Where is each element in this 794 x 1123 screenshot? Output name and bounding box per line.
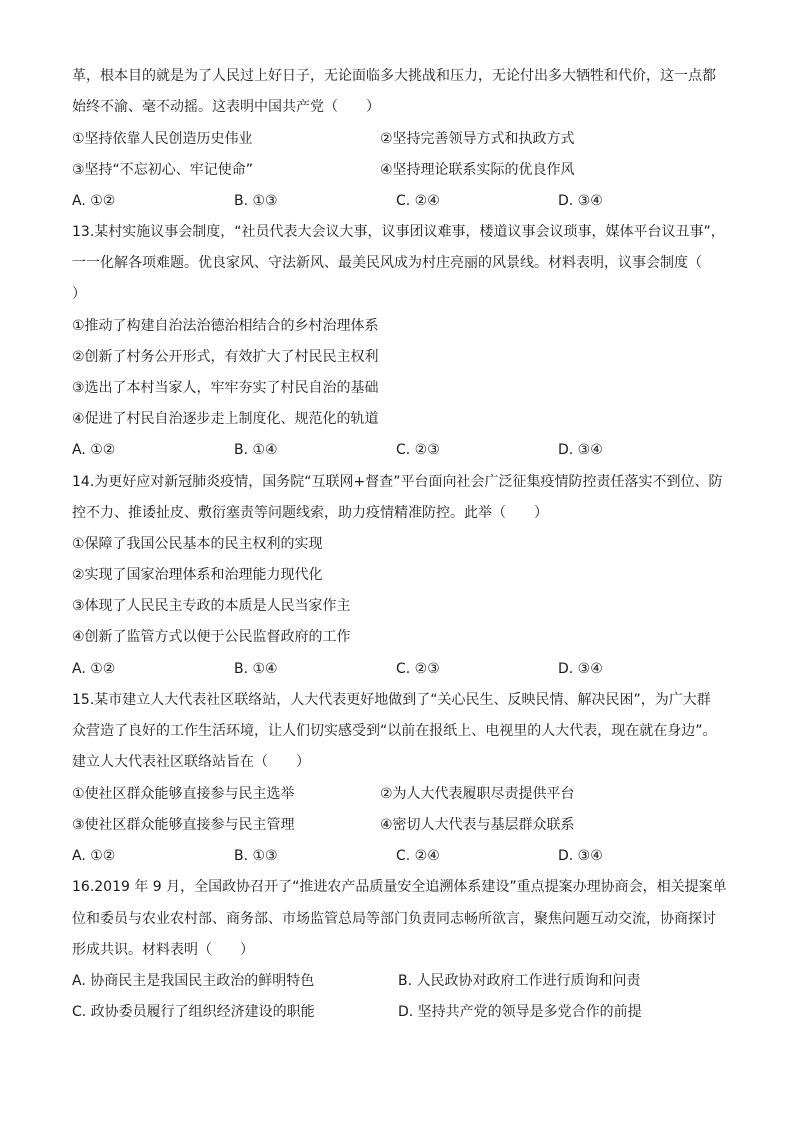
q13-option-b: B. ①④ — [234, 442, 278, 458]
q15-stem-line2: 众营造了良好的工作生活环境，让人们切实感受到“以前在报纸上、电视里的人大代表，现在就在身边”。 — [72, 723, 717, 739]
q12-option-d: D. ③④ — [558, 193, 603, 209]
q12-statement-2: ②坚持完善领导方式和执政方式 — [380, 131, 575, 147]
q15-statement-2: ②为人大代表履职尽责提供平台 — [380, 786, 575, 802]
q16-option-c: C. 政协委员履行了组织经济建设的职能 — [72, 1004, 315, 1020]
q15-statement-1: ①使社区群众能够直接参与民主选举 — [72, 786, 295, 802]
q13-statement-2: ②创新了村务公开形式，有效扩大了村民民主权利 — [72, 349, 379, 365]
q13-statement-3: ③选出了本村当家人，牢牢夯实了村民自治的基础 — [72, 380, 379, 396]
q13-stem-line2: 一一化解各项难题。优良家风、守法新风、最美民风成为村庄亮丽的风景线。材料表明，议事会制度（ — [72, 255, 702, 271]
q15-option-d: D. ③④ — [558, 848, 603, 864]
q15-stem-line1: 15.某市建立人大代表社区联络站，人大代表更好地做到了“关心民生、反映民情、解决民困”，为广大群 — [72, 692, 711, 708]
q14-statement-3: ③体现了人民民主专政的本质是人民当家作主 — [72, 598, 351, 614]
q12-statement-4: ④坚持理论联系实际的优良作风 — [380, 162, 575, 178]
q13-statement-4: ④促进了村民自治逐步走上制度化、规范化的轨道 — [72, 411, 379, 427]
q14-statement-2: ②实现了国家治理体系和治理能力现代化 — [72, 567, 323, 583]
q13-option-d: D. ③④ — [558, 442, 603, 458]
q14-stem-line1: 14.为更好应对新冠肺炎疫情，国务院“互联网+督查”平台面向社会广泛征集疫情防控责任落实不到位、防 — [72, 474, 723, 490]
q15-option-c: C. ②④ — [396, 848, 440, 864]
q14-option-d: D. ③④ — [558, 661, 603, 677]
q14-option-c: C. ②③ — [396, 661, 440, 677]
q14-statement-1: ①保障了我国公民基本的民主权利的实现 — [72, 536, 323, 552]
q12-statement-1: ①坚持依靠人民创造历史伟业 — [72, 131, 253, 147]
q15-option-b: B. ①③ — [234, 848, 278, 864]
q16-stem-line2: 位和委员与农业农村部、商务部、市场监管总局等部门负责同志畅所欲言，聚焦问题互动交流，协商探讨 — [72, 911, 716, 927]
q12-option-b: B. ①③ — [234, 193, 278, 209]
q16-stem-line1: 16.2019 年 9 月，全国政协召开了“推进农产品质量安全追溯体系建设”重点提案办理协商会，相关提案单 — [72, 879, 727, 895]
q15-option-a: A. ①② — [72, 848, 116, 864]
q14-stem-line2: 控不力、推诿扯皮、敷衍塞责等问题线索，助力疫情精准防控。此举（ ） — [72, 505, 548, 521]
q15-stem-line3: 建立人大代表社区联络站旨在（ ） — [72, 754, 310, 770]
q12-stem-line2: 始终不渝、毫不动摇。这表明中国共产党（ ） — [72, 99, 380, 115]
q12-stem-line1: 革，根本目的就是为了人民过上好日子，无论面临多大挑战和压力，无论付出多大牺牲和代价，这一点都 — [72, 68, 716, 84]
q15-statement-3: ③使社区群众能够直接参与民主管理 — [72, 817, 295, 833]
q13-stem-line3: ） — [72, 286, 86, 302]
q16-option-a: A. 协商民主是我国民主政治的鲜明特色 — [72, 973, 315, 989]
q16-option-d: D. 坚持共产党的领导是多党合作的前提 — [398, 1004, 642, 1020]
q12-option-a: A. ①② — [72, 193, 116, 209]
q16-option-b: B. 人民政协对政府工作进行质询和问责 — [398, 973, 641, 989]
q12-option-c: C. ②④ — [396, 193, 440, 209]
q15-statement-4: ④密切人大代表与基层群众联系 — [380, 817, 575, 833]
q13-statement-1: ①推动了构建自治法治德治相结合的乡村治理体系 — [72, 318, 379, 334]
q12-statement-3: ③坚持“不忘初心、牢记使命” — [72, 162, 254, 178]
q14-option-a: A. ①② — [72, 661, 116, 677]
q13-option-c: C. ②③ — [396, 442, 440, 458]
q16-stem-line3: 形成共识。材料表明（ ） — [72, 942, 254, 958]
q13-option-a: A. ①② — [72, 442, 116, 458]
q14-option-b: B. ①④ — [234, 661, 278, 677]
q14-statement-4: ④创新了监管方式以便于公民监督政府的工作 — [72, 629, 351, 645]
q13-stem-line1: 13.某村实施议事会制度，“社员代表大会议大事，议事团议难事，楼道议事会议琐事，媒体平台议丑事”， — [72, 224, 725, 240]
